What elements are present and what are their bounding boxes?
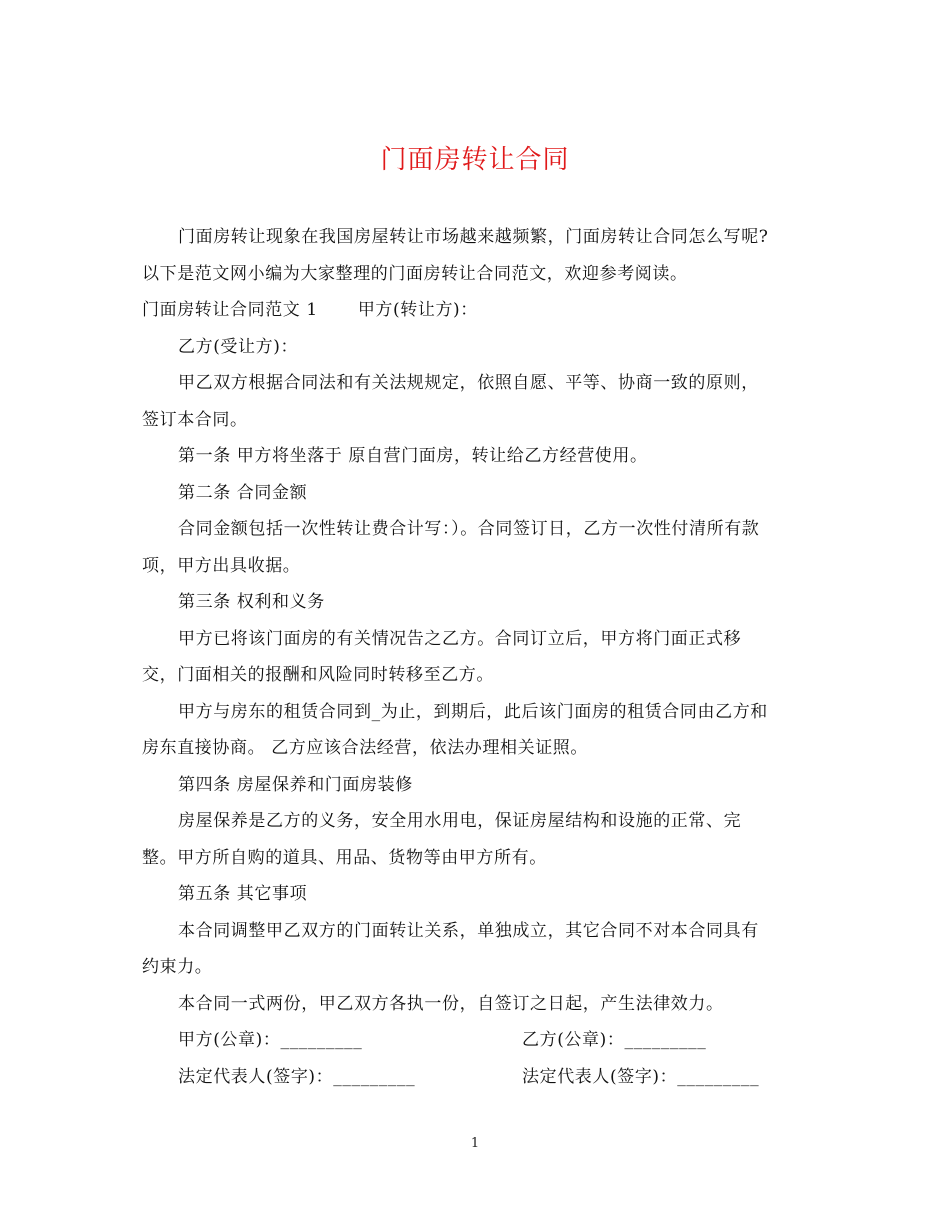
article-2-paragraph xyxy=(142,511,812,584)
party-b-representative-field: 法定代表人(签字)：_________ xyxy=(522,1066,760,1087)
document-title: 门面房转让合同 xyxy=(380,145,570,175)
party-a-representative-field: 法定代表人(签字)：_________ xyxy=(178,1066,416,1087)
seal-signature-row xyxy=(142,1022,812,1059)
article-4-heading: 第四条 房屋保养和门面房装修 xyxy=(178,774,413,795)
article-3-paragraph-2 xyxy=(142,694,812,767)
article-2-heading: 第二条 合同金额 xyxy=(178,482,308,503)
party-b-seal-field: 乙方(公章)：_________ xyxy=(522,1030,707,1050)
article-3-p1-line-2: 交，门面相关的报酬和风险同时转移至乙方。 xyxy=(142,665,494,685)
article-4-line-2: 整。甲方所自购的道具、用品、货物等由甲方所有。 xyxy=(142,847,547,868)
party-a-seal-field: 甲方(公章)：_________ xyxy=(178,1030,363,1050)
preamble-line-2: 签订本合同。 xyxy=(142,409,248,430)
article-4-line-1: 房屋保养是乙方的义务，安全用水用电，保证房屋结构和设施的正常、完 xyxy=(178,811,742,831)
preamble-paragraph xyxy=(142,365,812,438)
article-4-paragraph xyxy=(142,803,812,876)
article-5-paragraph-2: 本合同一式两份，甲乙双方各执一份，自签订之日起，产生法律效力。 xyxy=(178,993,724,1014)
party-b-label: 乙方(受让方)： xyxy=(178,336,299,357)
page-number: 1 xyxy=(470,1136,480,1151)
article-2-line-1: 合同金额包括一次性转让费合计写：）。合同签订日，乙方一次性付清所有款 xyxy=(178,519,760,539)
document-body xyxy=(142,219,812,1095)
representative-signature-row xyxy=(142,1059,812,1096)
preamble-line-1: 甲乙双方根据合同法和有关法规规定，依照自愿、平等、协商一致的原则， xyxy=(178,373,759,393)
article-3-paragraph-1 xyxy=(142,621,812,694)
article-3-p2-line-2: 房东直接协商。 乙方应该合法经营，依法办理相关证照。 xyxy=(142,738,589,758)
article-5-p1-line-1: 本合同调整甲乙双方的门面转让关系，单独成立，其它合同不对本合同具有 xyxy=(178,920,759,941)
intro-line-1: 门面房转让现象在我国房屋转让市场越来越频繁，门面房转让合同怎么写呢? xyxy=(178,227,769,247)
article-5-paragraph-1 xyxy=(142,913,812,986)
sample-heading-line xyxy=(142,292,812,329)
article-3-p2-line-1: 甲方与房东的租赁合同到_为止，到期后，此后该门面房的租赁合同由乙方和 xyxy=(178,701,768,722)
article-3-p1-line-1: 甲方已将该门面房的有关情况告之乙方。合同订立后，甲方将门面正式移 xyxy=(178,628,742,649)
article-1: 第一条 甲方将坐落于 原自营门面房，转让给乙方经营使用。 xyxy=(178,446,648,466)
article-3-heading: 第三条 权利和义务 xyxy=(178,592,325,612)
party-a-label: 甲方(转让方)： xyxy=(357,300,478,320)
article-2-line-2: 项，甲方出具收据。 xyxy=(142,555,301,576)
article-5-heading: 第五条 其它事项 xyxy=(178,884,308,904)
sample-heading: 门面房转让合同范文 1 xyxy=(142,300,318,320)
article-5-p1-line-2: 约束力。 xyxy=(142,957,213,977)
intro-paragraph xyxy=(142,219,812,292)
intro-line-2: 以下是范文网小编为大家整理的门面房转让合同范文，欢迎参考阅读。 xyxy=(142,263,688,284)
